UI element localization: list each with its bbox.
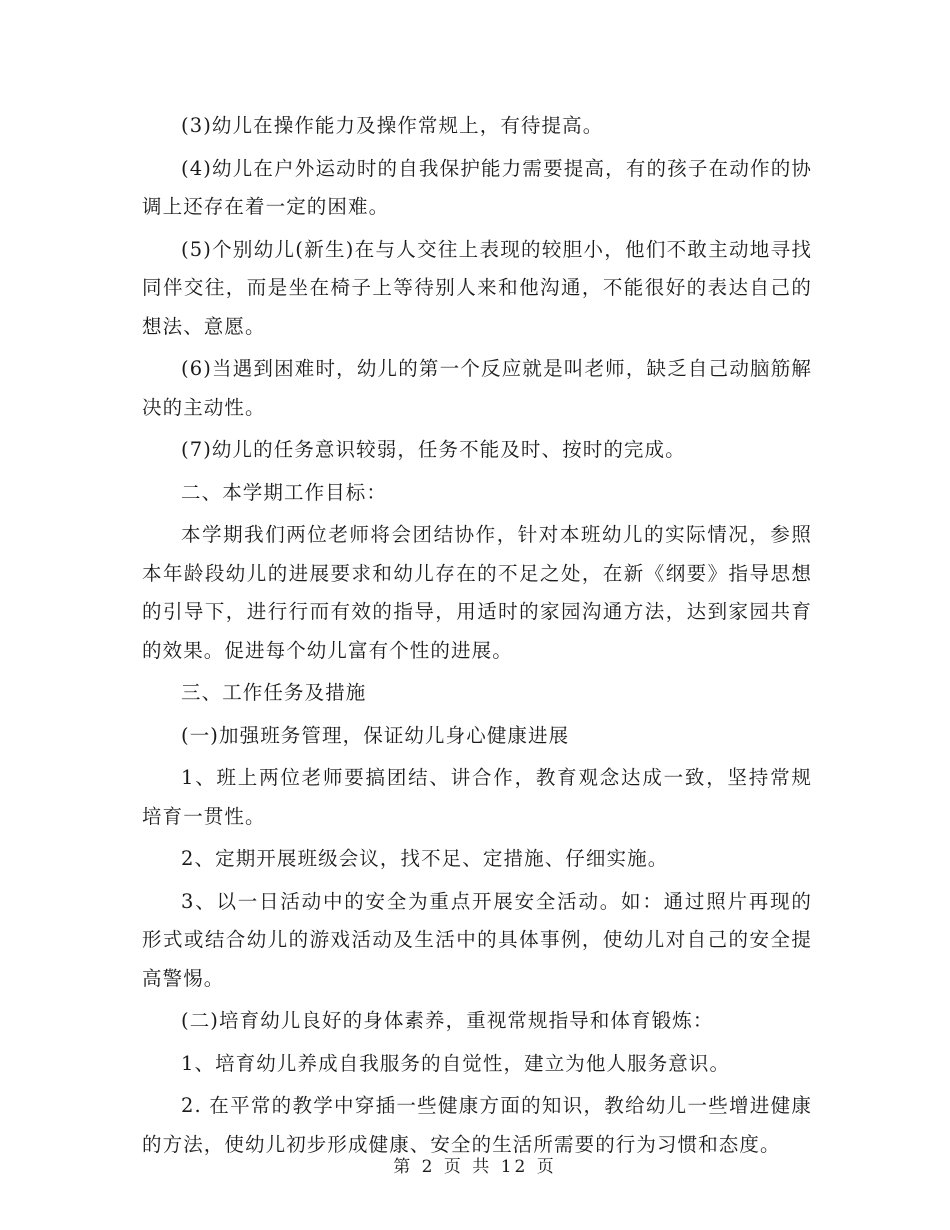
subsection-heading: (一)加强班务管理，保证幼儿身心健康进展 (181, 723, 570, 747)
paragraph: 1、培育幼儿养成自我服务的自觉性，建立为他人服务意识。 (181, 1051, 731, 1075)
paragraph: (5)个别幼儿(新生)在与人交往上表现的较胆小，他们不敢主动地寻找同伴交往，而是坐在椅子上等待别人来和他沟通，不能很好的表达自己的想法、意愿。 (142, 237, 812, 338)
section-heading: 三、工作任务及措施 (181, 681, 367, 704)
paragraph: (3)幼儿在操作能力及操作常规上，有待提高。 (181, 114, 604, 137)
paragraph: (6)当遇到困难时，幼儿的第一个反应就是叫老师，缺乏自己动脑筋解决的主动性。 (142, 357, 812, 419)
paragraph: 2、定期开展班级会议，找不足、定措施、仔细实施。 (181, 847, 669, 870)
paragraph: 本学期我们两位老师将会团结协作，针对本班幼儿的实际情况，参照本年龄段幼儿的进展要求和幼儿存在的不足之处，在新《纲要》指导思想的引导下，进行行而有效的指导，用适时的家园沟通方法，达到家园共育的效果。促进每个幼儿富有个性的进展。 (142, 523, 812, 662)
page-number-footer: 第 2 页 共 12 页 (393, 1157, 557, 1177)
paragraph: 3、以一日活动中的安全为重点开展安全活动。如：通过照片再现的形式或结合幼儿的游戏活动及生活中的具体事例，使幼儿对自己的安全提高警惕。 (142, 889, 812, 990)
paragraph: (4)幼儿在户外运动时的自我保护能力需要提高，有的孩子在动作的协调上还存在着一定的困难。 (142, 156, 812, 218)
paragraph: 2. 在平常的教学中穿插一些健康方面的知识，教给幼儿一些增进健康的方法，使幼儿初步形成健康、安全的生活所需要的行为习惯和态度。 (142, 1094, 812, 1156)
paragraph: 1、班上两位老师要搞团结、讲合作，教育观念达成一致，坚持常规培育一贯性。 (142, 766, 812, 828)
subsection-heading: (二)培育幼儿良好的身体素养，重视常规指导和体育锻炼： (181, 1009, 714, 1032)
paragraph: (7)幼儿的任务意识较弱，任务不能及时、按时的完成。 (181, 438, 686, 461)
document-body (142, 107, 812, 1168)
section-heading: 二、本学期工作目标： (181, 480, 388, 504)
